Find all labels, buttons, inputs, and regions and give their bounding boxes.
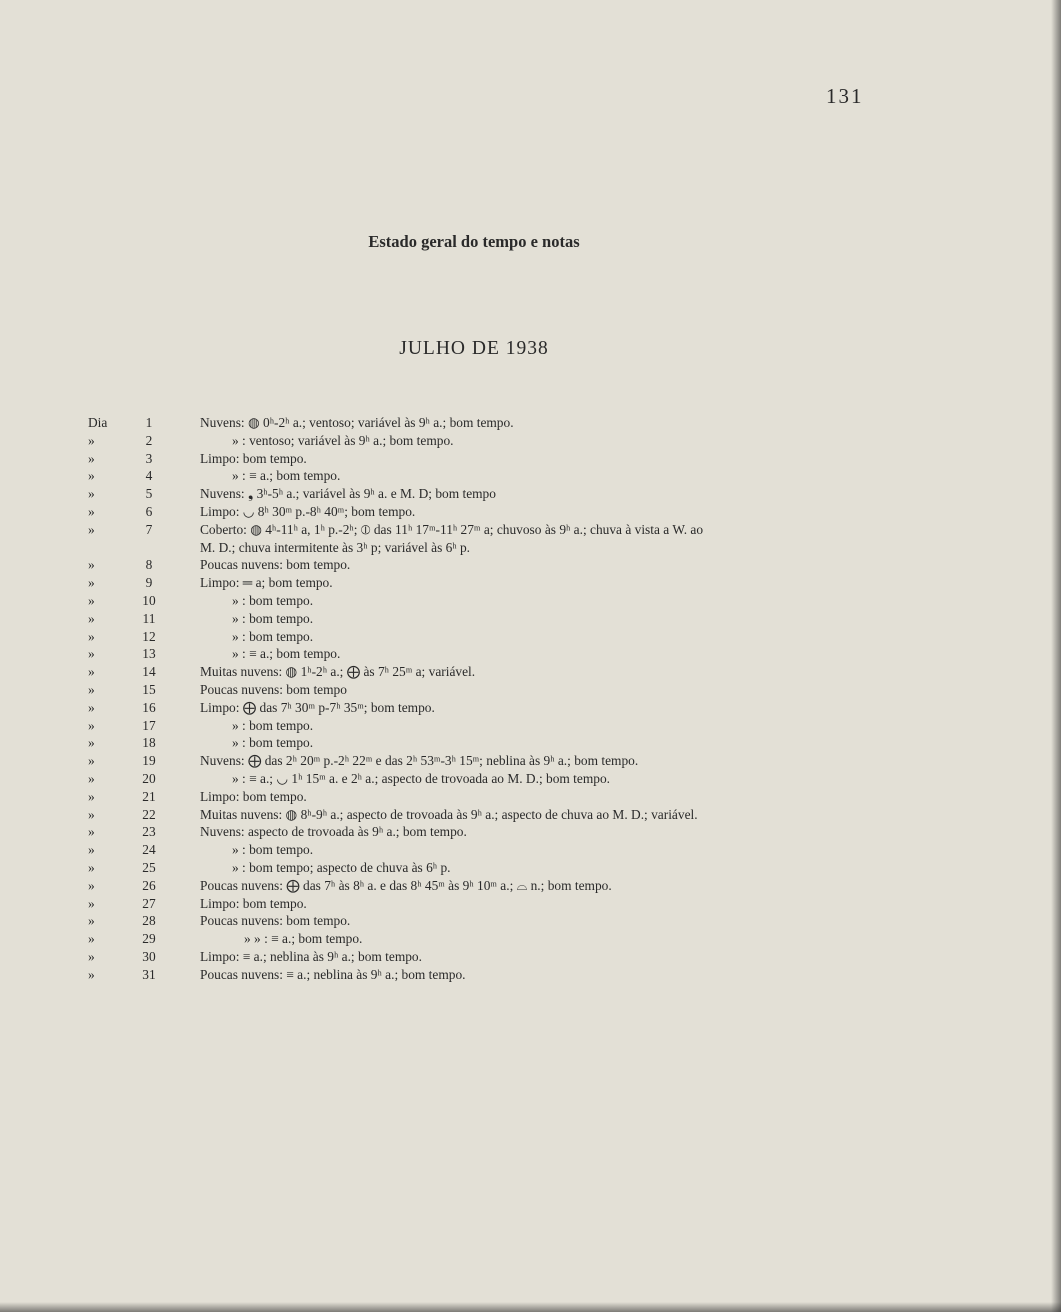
row-label: » (88, 503, 95, 519)
entry-row (0, 503, 1061, 521)
weather-entries-list (0, 414, 1061, 984)
entry-row (0, 770, 1061, 788)
row-label: Dia (88, 415, 108, 430)
entry-row (0, 877, 1061, 895)
day-number: 16 (142, 699, 156, 715)
weather-note: » » : ≡ a.; bom tempo. (244, 931, 363, 947)
weather-note: » : bom tempo. (232, 842, 314, 858)
weather-note: » : ≡ a.; ◡ 1ʰ 15ᵐ a. e 2ʰ a.; aspecto de trovoada ao M. D.; bom tempo. (232, 770, 610, 786)
weather-note (200, 521, 704, 555)
weather-note: Nuvens: ⨁ das 2ʰ 20ᵐ p.-2ʰ 22ᵐ e das 2ʰ 53ᵐ-3ʰ 15ᵐ; neblina às 9ʰ a.; bom tempo. (200, 753, 639, 769)
weather-note: Poucas nuvens: bom tempo. (200, 913, 351, 929)
day-number: 24 (142, 842, 156, 858)
row-label: » (88, 468, 95, 484)
entry-row (0, 859, 1061, 877)
entry-row (0, 467, 1061, 485)
day-number: 17 (142, 717, 156, 733)
weather-note: » : ≡ a.; bom tempo. (232, 468, 341, 484)
row-label: » (88, 931, 95, 947)
day-number: 19 (142, 753, 156, 769)
weather-note: Nuvens: ◍ 0ʰ-2ʰ a.; ventoso; variável às 9ʰ a.; bom tempo. (200, 415, 514, 430)
weather-note: Poucas nuvens: bom tempo. (200, 557, 351, 573)
weather-note: Muitas nuvens: ◍ 1ʰ-2ʰ a.; ⨁ às 7ʰ 25ᵐ a; variável. (200, 664, 476, 680)
weather-note: » : bom tempo; aspecto de chuva às 6ʰ p. (232, 859, 451, 875)
day-number: 12 (142, 628, 156, 644)
row-label: » (88, 521, 95, 537)
day-number: 14 (142, 664, 156, 680)
entry-row (0, 930, 1061, 948)
day-number: 4 (145, 468, 153, 484)
weather-note: » : bom tempo. (232, 592, 314, 608)
entry-row (0, 948, 1061, 966)
day-number: 7 (145, 521, 153, 537)
entry-row (0, 592, 1061, 610)
entry-row (0, 574, 1061, 592)
entry-row (0, 645, 1061, 663)
row-label: » (88, 770, 95, 786)
row-label: » (88, 788, 95, 804)
entry-row (0, 788, 1061, 806)
day-number: 13 (142, 646, 156, 662)
row-label: » (88, 806, 95, 822)
row-label: » (88, 717, 95, 733)
weather-note: » : bom tempo. (232, 735, 314, 751)
month-title: JULHO DE 1938 (399, 338, 549, 359)
day-number: 10 (142, 592, 156, 608)
row-label: » (88, 895, 95, 911)
page-bottom-shadow (0, 1302, 1061, 1312)
day-number: 9 (145, 575, 153, 591)
row-label: » (88, 842, 95, 858)
day-number: 31 (142, 966, 156, 982)
weather-note-line-2: M. D.; chuva intermitente às 3ʰ p; variável às 6ʰ p. (200, 539, 471, 555)
weather-note: Limpo: ≡ a.; neblina às 9ʰ a.; bom tempo. (200, 948, 422, 964)
day-number: 29 (142, 931, 156, 947)
day-number: 25 (142, 859, 156, 875)
row-label: » (88, 948, 95, 964)
weather-note: » : bom tempo. (232, 610, 314, 626)
entry-row (0, 485, 1061, 503)
day-number: 1 (145, 415, 153, 430)
weather-note: Muitas nuvens: ◍ 8ʰ-9ʰ a.; aspecto de trovoada às 9ʰ a.; aspecto de chuva ao M. D.; variável. (200, 806, 698, 822)
weather-note: Poucas nuvens: bom tempo (200, 681, 347, 697)
day-number: 26 (142, 877, 156, 893)
day-number: 15 (142, 681, 156, 697)
page-edge-shadow (1051, 0, 1061, 1312)
weather-note: » : bom tempo. (232, 717, 314, 733)
entry-row (0, 556, 1061, 574)
day-number: 23 (142, 824, 156, 840)
row-label: » (88, 735, 95, 751)
row-label: » (88, 681, 95, 697)
day-number: 18 (142, 735, 156, 751)
day-number: 22 (142, 806, 156, 822)
entry-row (0, 895, 1061, 913)
day-number: 6 (145, 503, 153, 519)
row-label: » (88, 913, 95, 929)
entry-row (0, 450, 1061, 468)
row-label: » (88, 575, 95, 591)
row-label: » (88, 877, 95, 893)
weather-note: Limpo: ◡ 8ʰ 30ᵐ p.-8ʰ 40ᵐ; bom tempo. (200, 503, 416, 519)
entry-row (0, 841, 1061, 859)
weather-note: » : ≡ a.; bom tempo. (232, 646, 341, 662)
weather-note-line-1: Coberto: ◍ 4ʰ-11ʰ a, 1ʰ p.-2ʰ; ⦶ das 11ʰ 17ᵐ-11ʰ 27ᵐ a; chuvoso às 9ʰ a.; chuva à vista a W. ao (200, 521, 704, 537)
entry-row (0, 912, 1061, 930)
row-label: » (88, 557, 95, 573)
entry-row (0, 699, 1061, 717)
day-number: 20 (142, 770, 156, 786)
day-number: 27 (142, 895, 156, 911)
weather-note: Poucas nuvens: ⨁ das 7ʰ às 8ʰ a. e das 8ʰ 45ᵐ às 9ʰ 10ᵐ a.; ⌓ n.; bom tempo. (200, 877, 612, 893)
row-label: » (88, 432, 95, 448)
weather-note: » : bom tempo. (232, 628, 314, 644)
row-label: » (88, 664, 95, 680)
entry-row (0, 663, 1061, 681)
day-number: 8 (145, 557, 153, 573)
day-number: 21 (142, 788, 156, 804)
weather-note: Limpo: bom tempo. (200, 788, 307, 804)
row-label: » (88, 859, 95, 875)
row-label: » (88, 699, 95, 715)
row-label: » (88, 628, 95, 644)
entry-row (0, 432, 1061, 450)
entry-row (0, 681, 1061, 699)
weather-note: Nuvens: ❟ 3ʰ-5ʰ a.; variável às 9ʰ a. e M. D; bom tempo (200, 486, 496, 502)
weather-note: Limpo: ⨁ das 7ʰ 30ᵐ p-7ʰ 35ᵐ; bom tempo. (200, 699, 435, 715)
row-label: » (88, 753, 95, 769)
day-number: 3 (145, 450, 153, 466)
day-number: 2 (145, 432, 153, 448)
row-label: » (88, 610, 95, 626)
entry-row (0, 628, 1061, 646)
weather-note: Poucas nuvens: ≡ a.; neblina às 9ʰ a.; bom tempo. (200, 966, 466, 982)
entry-row (0, 752, 1061, 770)
row-label: » (88, 592, 95, 608)
section-title: Estado geral do tempo e notas (368, 232, 580, 251)
entry-row (0, 823, 1061, 841)
row-label: » (88, 966, 95, 982)
entry-row (0, 717, 1061, 735)
entry-row (0, 966, 1061, 984)
row-label: » (88, 450, 95, 466)
entry-row (0, 414, 1061, 432)
weather-note: Limpo: ═ a; bom tempo. (200, 575, 333, 591)
weather-note: Limpo: bom tempo. (200, 450, 307, 466)
row-label: » (88, 646, 95, 662)
entry-row (0, 610, 1061, 628)
weather-note: Nuvens: aspecto de trovoada às 9ʰ a.; bom tempo. (200, 824, 467, 840)
weather-note: » : ventoso; variável às 9ʰ a.; bom tempo. (232, 432, 454, 448)
entry-row (0, 521, 1061, 557)
row-label: » (88, 824, 95, 840)
entry-row (0, 806, 1061, 824)
row-label: » (88, 486, 95, 502)
day-number: 11 (142, 610, 156, 626)
weather-note: Limpo: bom tempo. (200, 895, 307, 911)
page-number: 131 (826, 84, 864, 108)
day-number: 30 (142, 948, 156, 964)
day-number: 28 (142, 913, 156, 929)
entry-row (0, 734, 1061, 752)
day-number: 5 (145, 486, 153, 502)
